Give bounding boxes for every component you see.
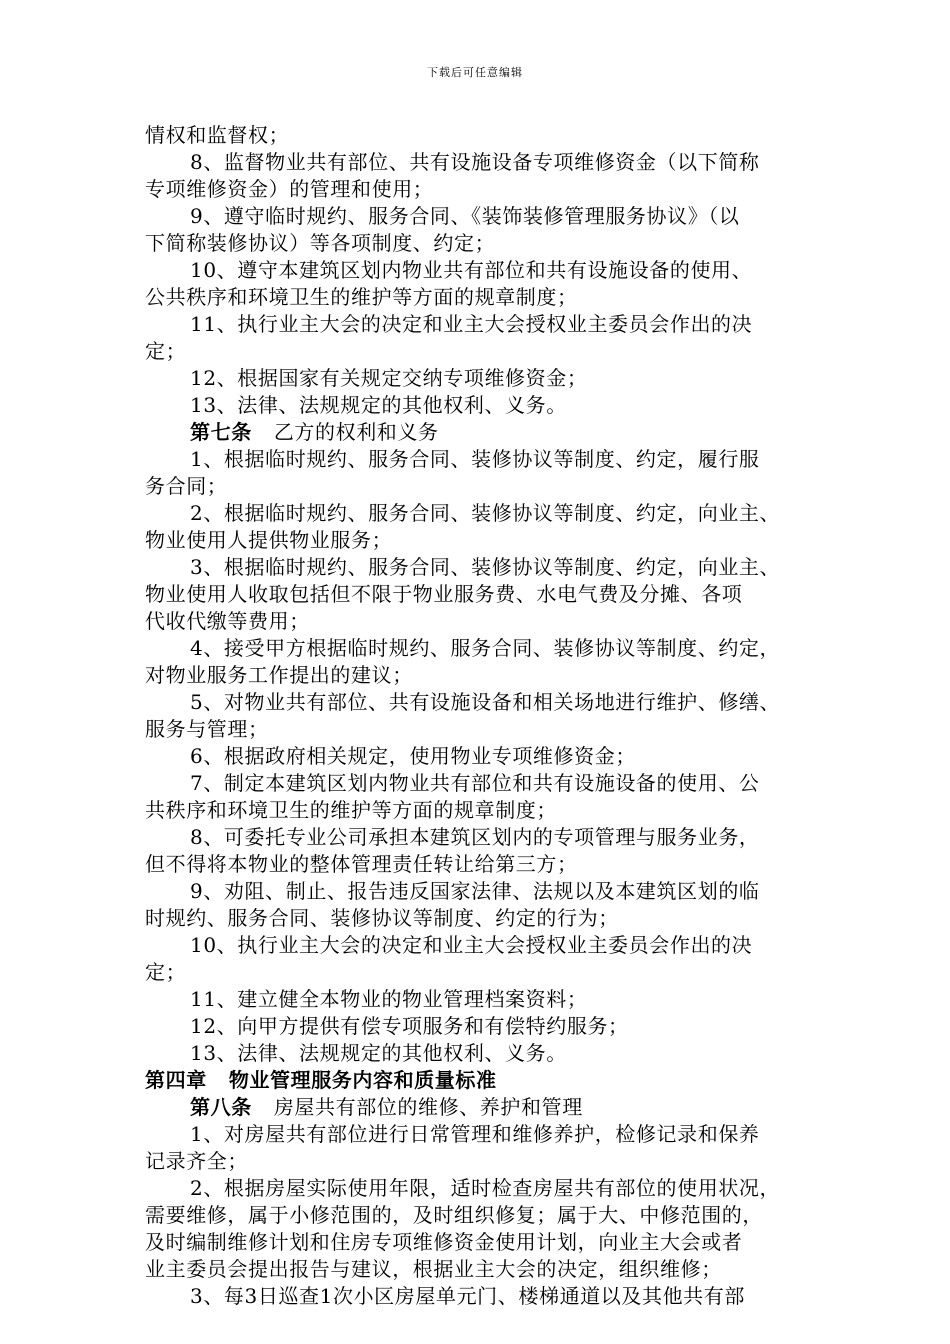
body-line: 需要维修，属于小修范围的，及时组织修复；属于大、中修范围的，	[145, 1203, 763, 1227]
body-line: 6、根据政府相关规定，使用物业专项维修资金；	[190, 744, 636, 768]
body-line: 定；	[145, 339, 187, 363]
page-header: 下载后可任意编辑	[427, 66, 523, 79]
article-heading	[145, 1094, 815, 1121]
body-line: 12、根据国家有关规定交纳专项维修资金；	[190, 366, 588, 390]
body-line: 及时编制维修计划和住房专项维修资金使用计划，向业主大会或者	[145, 1230, 743, 1254]
body-line: 服务与管理；	[145, 717, 269, 741]
chapter-label: 第四章	[145, 1068, 207, 1092]
body-line: 4、接受甲方根据临时规约、服务合同、装修协议等制度、约定，	[190, 636, 781, 660]
body-line: 7、制定本建筑区划内物业共有部位和共有设施设备的使用、公	[190, 771, 760, 795]
body-line: 5、对物业共有部位、共有设施设备和相关场地进行维护、修缮、	[190, 690, 781, 714]
body-line: 8、监督物业共有部位、共有设施设备专项维修资金（以下简称	[190, 150, 760, 174]
body-line: 时规约、服务合同、装修协议等制度、约定的行为；	[145, 906, 619, 930]
body-line: 3、根据临时规约、服务合同、装修协议等制度、约定，向业主、	[190, 555, 781, 579]
body-line: 10、遵守本建筑区划内物业共有部位和共有设施设备的使用、	[190, 258, 753, 282]
body-line: 12、向甲方提供有偿专项服务和有偿特约服务；	[190, 1014, 629, 1038]
body-line: 11、建立健全本物业的物业管理档案资料；	[190, 987, 588, 1011]
body-line: 情权和监督权；	[145, 123, 290, 147]
body-line: 物业使用人收取包括但不限于物业服务费、水电气费及分摊、各项	[145, 582, 743, 606]
body-line: 代收代缴等费用；	[145, 609, 310, 633]
body-line: 3、每3日巡查1次小区房屋单元门、楼梯通道以及其他共有部	[190, 1284, 745, 1308]
body-line: 1、对房屋共有部位进行日常管理和维修养护，检修记录和保养	[190, 1122, 760, 1146]
body-line: 对物业服务工作提出的建议；	[145, 663, 413, 687]
body-line: 务合同；	[145, 474, 228, 498]
chapter-heading	[145, 1067, 815, 1094]
body-line: 9、劝阻、制止、报告违反国家法律、法规以及本建筑区划的临	[190, 879, 760, 903]
body-line: 13、法律、法规规定的其他权利、义务。	[190, 393, 567, 417]
body-line: 专项维修资金）的管理和使用；	[145, 177, 434, 201]
body-line: 记录齐全；	[145, 1149, 248, 1173]
article-label: 第八条	[190, 1095, 252, 1119]
body-line: 业主委员会提出报告与建议，根据业主大会的决定，组织维修；	[145, 1257, 722, 1281]
body-line: 公共秩序和环境卫生的维护等方面的规章制度；	[145, 285, 578, 309]
body-line: 共秩序和环境卫生的维护等方面的规章制度；	[145, 798, 557, 822]
article-title: 房屋共有部位的维修、养护和管理	[273, 1095, 583, 1119]
article-label: 第七条	[190, 420, 252, 444]
body-line: 物业使用人提供物业服务；	[145, 528, 393, 552]
body-line: 2、根据房屋实际使用年限，适时检查房屋共有部位的使用状况，	[190, 1176, 781, 1200]
article-title: 乙方的权利和义务	[273, 420, 439, 444]
article-heading	[145, 419, 815, 446]
body-line: 2、根据临时规约、服务合同、装修协议等制度、约定，向业主、	[190, 501, 781, 525]
body-line: 10、执行业主大会的决定和业主大会授权业主委员会作出的决	[190, 933, 753, 957]
body-line: 11、执行业主大会的决定和业主大会授权业主委员会作出的决	[190, 312, 753, 336]
body-line: 1、根据临时规约、服务合同、装修协议等制度、约定，履行服	[190, 447, 760, 471]
chapter-title: 物业管理服务内容和质量标准	[228, 1068, 497, 1092]
document-body	[145, 122, 815, 1310]
body-line: 13、法律、法规规定的其他权利、义务。	[190, 1041, 567, 1065]
body-line: 8、可委托专业公司承担本建筑区划内的专项管理与服务业务，	[190, 825, 760, 849]
body-line: 但不得将本物业的整体管理责任转让给第三方；	[145, 852, 578, 876]
body-line: 下简称装修协议）等各项制度、约定；	[145, 231, 496, 255]
body-line: 9、遵守临时规约、服务合同、《装饰装修管理服务协议》（以	[190, 204, 740, 228]
body-line: 定；	[145, 960, 187, 984]
